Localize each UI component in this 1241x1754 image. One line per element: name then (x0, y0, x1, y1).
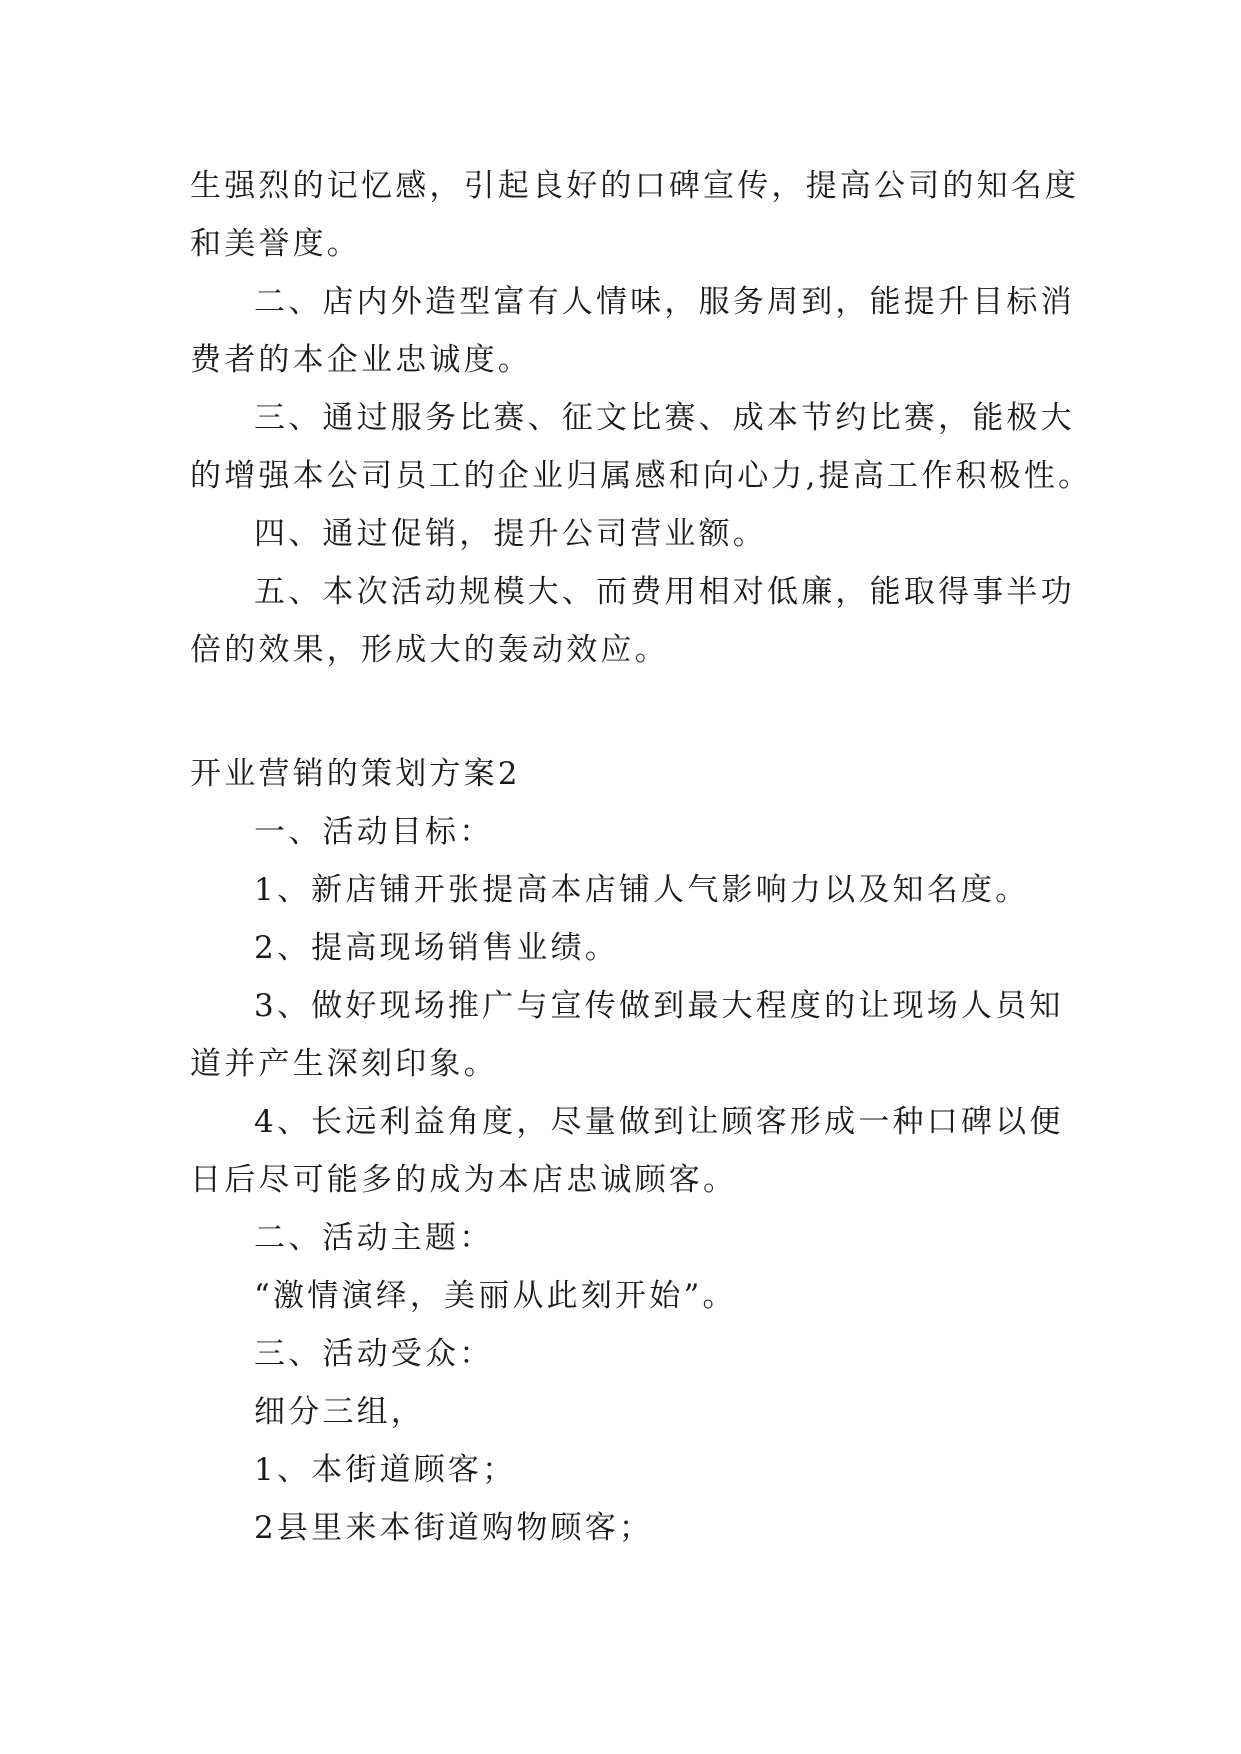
paragraph-line: 三、通过服务比赛、征文比赛、成本节约比赛，能极大 (254, 400, 1075, 436)
paragraph-line: 2县里来本街道购物顾客； (254, 1510, 654, 1546)
paragraph-line: 一、活动目标： (254, 814, 494, 850)
paragraph-line: 日后尽可能多的成为本店忠诚顾客。 (190, 1162, 738, 1198)
paragraph-line: 道并产生深刻印象。 (190, 1046, 498, 1082)
paragraph-line: 2、提高现场销售业绩。 (254, 930, 619, 966)
paragraph-line: 二、店内外造型富有人情味，服务周到，能提升目标消 (254, 284, 1075, 320)
paragraph-line: 1、新店铺开张提高本店铺人气影响力以及知名度。 (254, 872, 1030, 908)
paragraph-line: 倍的效果，形成大的轰动效应。 (190, 632, 669, 668)
section-title: 开业营销的策划方案2 (190, 756, 521, 792)
paragraph-line: 4、长远利益角度，尽量做到让顾客形成一种口碑以便 (254, 1104, 1064, 1140)
paragraph-line: 1、本街道顾客； (254, 1452, 517, 1488)
paragraph-line: 四、通过促销，提升公司营业额。 (254, 516, 767, 552)
paragraph-line: 3、做好现场推广与宣传做到最大程度的让现场人员知 (254, 988, 1064, 1024)
paragraph-line: 二、活动主题： (254, 1220, 494, 1256)
paragraph-line: “激情演绎，美丽从此刻开始”。 (254, 1278, 737, 1314)
paragraph-line: 生强烈的记忆感，引起良好的口碑宣传，提高公司的知名度 (190, 168, 1080, 204)
paragraph-line: 的增强本公司员工的企业归属感和向心力,提高工作积极性。 (190, 458, 1093, 494)
paragraph-line: 费者的本企业忠诚度。 (190, 342, 532, 378)
paragraph-line: 细分三组， (254, 1394, 425, 1430)
paragraph-line: 和美誉度。 (190, 226, 361, 262)
paragraph-line: 三、活动受众： (254, 1336, 494, 1372)
paragraph-line: 五、本次活动规模大、而费用相对低廉，能取得事半功 (254, 574, 1075, 610)
